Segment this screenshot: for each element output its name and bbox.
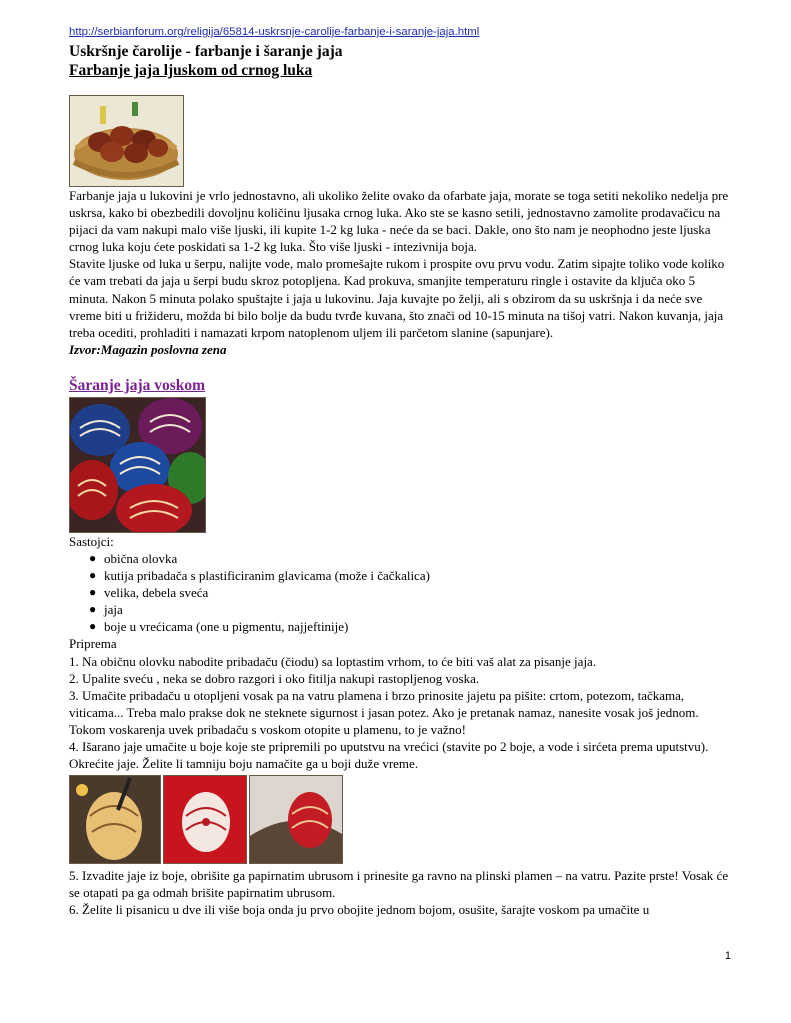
list-item [69,601,729,618]
article1-paragraph-1: Farbanje jaja u lukovini je vrlo jednostavno, ali ukoliko želite ovako da ofarbate jaja, morate se toga setiti nekoliko nedelja pre uskrsa, kako bi obezbedili dovoljnu količinu ljusaka crnog luka. Ako ste se kasno setili, jednostavno zamolite prodavačicu na pijaci da vam nakupi malo više ljuski, ili kupite 1-2 kg luka - neće da se baci. Dakle, ono što nam je neophodno jeste ljuska crnog luka koju ćete poskidati sa 1-2 kg luka. Što više ljuski - intezivnija boja. [69,188,729,255]
source-url-link[interactable]: http://serbianforum.org/religija/65814-uskrsnje-carolije-farbanje-i-saranje-jaja.html [69,26,480,38]
article1-paragraph-2: Stavite ljuske od luka u šerpu, nalijte vode, malo promešajte rukom i prospite ovu prvu vodu. Zatim sipajte toliko vode koliko će vam trebati da jaja u šerpi budu skroz potopljena. Kad prokuva, smanjite temperaturu ringle i ostavite da ključa oko 5 minuta. Nakon 5 minuta polako spuštajte i jaja u lukovinu. Jaja kuvajte po želji, ali s obzirom da su uskršnja i da neće sve vreme biti u frižideru, možda bi bilo bolje da budu tvrđe kuvana, što znači od 10-15 minuta na tišoj vatri. Nakon kuvanja, jaja treba oceditі, prohladiti i namazati krpom natoplenom uljem ili parčetom slanine (sapunjare). [69,256,725,340]
bullet-icon: ● [89,550,97,565]
ingredient-text: boje u vrećicama (one u pigmentu, najjeftinije) [104,619,349,635]
ingredient-text: obična olovka [104,550,178,566]
list-item [69,618,729,635]
article-subtitle: Farbanje jaja ljuskom od crnog luka [69,62,313,79]
step-6: 6. Želite li pisanicu u dve ili više boja onda ju prvo obojite jednom bojom, osušite, šarajte voskom pa umačite u [69,902,650,918]
list-item [69,584,729,601]
list-item [69,550,729,567]
prep-label: Priprema [69,636,117,652]
page-number: 1 [724,950,731,962]
ingredient-text: jaja [104,602,123,618]
page-title: Uskršnje čarolije - farbanje i šaranje jaja [69,43,343,60]
wax-eggs-image [69,397,206,533]
step-1: 1. Na običnu olovku nabodite pribadaču (čiodu) sa loptastim vrhom, to će biti vaš alat za pisanje jaja. [69,653,597,669]
bullet-icon: ● [89,568,97,583]
ingredients-list [69,550,729,635]
step-photos [69,775,729,864]
step-2: 2. Upalite sveću , neka se dobro razgori i oko fitilja nakupi rastopljenog voska. [69,670,480,686]
red-egg-image [163,775,247,864]
step-4: 4. Išarano jaje umačite u boje koje ste pripremili po uputstvu na vrećici (stavite po 2 boje, a vode i sirćeta prema uputstvu). Okrećite jaje. Želite li tamniju boju namačite ga u boji duže vreme. [69,738,709,772]
bullet-icon: ● [89,602,97,617]
basket-eggs-image [69,95,184,187]
egg-writing-image [69,775,161,864]
ingredients-label: Sastojci: [69,533,114,549]
bullet-icon: ● [89,619,97,634]
step-3: 3. Umačite pribadaču u otopljeni vosak pa na vatru plamena i brzo prinosite jajetu pa pišite: crtom, potezom, tačkama, viticama... Treba malo prakse dok ne steknete sigurnost i jasan potez. Ako je pretanak namaz, nanesite vosak još jednom. Tokom voskarenja uvek pribadaču s voskom otopite u plamenu, to je važno! [69,687,699,737]
finished-egg-image [249,775,343,864]
article1-source: Izvor:Magazin poslovna zena [69,341,227,357]
bullet-icon: ● [89,585,97,600]
article2-title-link[interactable]: Šaranje jaja voskom [69,376,206,394]
step-5: 5. Izvadite jaje iz boje, obrišite ga papirnatim ubrusom i prinesite ga ravno na plinski plamen – na vatru. Pazite prste! Vosak će se otapati pa ga odmah brišite papirnatim ubrusom. [69,868,729,901]
list-item [69,567,729,584]
document-page [69,24,729,918]
ingredient-text: velika, debela sveća [104,585,209,601]
ingredient-text: kutija pribadača s plastificiranim glavicama (može i čačkalica) [104,568,430,584]
